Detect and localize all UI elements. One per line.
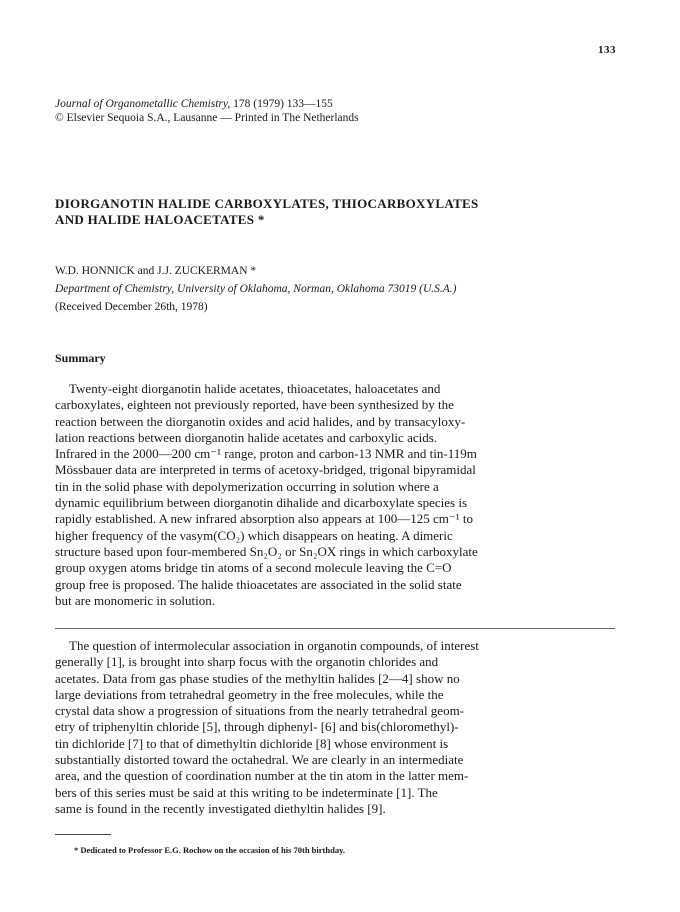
abstract-line: carboxylates, eighteen not previously reported, have been synthesized by the [55, 397, 454, 413]
abstract-line: structure based upon four-membered Sn₂O₂ or Sn₂OX rings in which carboxylate [55, 543, 478, 559]
body-line: area, and the question of coordination number at the tin atom in the latter mem- [55, 768, 469, 784]
journal-header [55, 97, 359, 125]
journal-citation-line [55, 97, 359, 111]
abstract-line: group free is proposed. The halide thioacetates are associated in the solid state [55, 576, 462, 592]
abstract-line: tin in the solid phase with depolymerization occurring in solution where a [55, 478, 439, 494]
footnote: * Dedicated to Professor E.G. Rochow on the occasion of his 70th birthday. [74, 845, 345, 855]
summary-heading: Summary [55, 351, 106, 365]
abstract-line: Infrared in the 2000—200 cm⁻¹ range, proton and carbon-13 NMR and tin-119m [55, 446, 477, 462]
body-line: tin dichloride [7] to that of dimethyltin dichloride [8] whose environment is [55, 735, 449, 751]
abstract-line: Mössbauer data are interpreted in terms of acetoxy-bridged, trigonal bipyramidal [55, 462, 476, 478]
footnote-divider [55, 834, 111, 835]
abstract-line: but are monomeric in solution. [55, 592, 215, 608]
body-line: large deviations from tetrahedral geometry in the free molecules, while the [55, 686, 444, 702]
copyright-line: © Elsevier Sequoia S.A., Lausanne — Printed in The Netherlands [55, 112, 359, 124]
body-line: generally [1], is brought into sharp focus with the organotin chlorides and [55, 654, 439, 670]
author-names: W.D. HONNICK and J.J. ZUCKERMAN * [55, 265, 257, 277]
journal-citation: 178 (1979) 133—155 [233, 98, 333, 110]
abstract-line: dynamic equilibrium between diorganotin dihalide and dicarboxylate species is [55, 495, 468, 511]
body-line: substantially distorted toward the octahedral. We are clearly in an intermediate [55, 752, 464, 768]
title-line-1: DIORGANOTIN HALIDE CARBOXYLATES, THIOCARBOXYLATES [55, 196, 479, 211]
abstract-line: Twenty-eight diorganotin halide acetates, thioacetates, haloacetates and [69, 381, 441, 396]
section-divider [55, 628, 615, 629]
affiliation: Department of Chemistry, University of Oklahoma, Norman, Oklahoma 73019 (U.S.A.) [55, 283, 457, 295]
body-line: etry of triphenyltin chloride [5], through diphenyl- [6] and bis(chloromethyl)- [55, 719, 459, 735]
abstract [55, 381, 615, 609]
abstract-line: rapidly established. A new infrared absorption also appears at 100—125 cm⁻¹ to [55, 511, 473, 527]
author-block [55, 262, 457, 316]
article-title [55, 196, 479, 228]
abstract-line: higher frequency of the νasym(CO₂) which disappears on heating. A dimeric [55, 527, 453, 543]
body-line: The question of intermolecular association in organotin compounds, of interest [69, 638, 479, 653]
abstract-line: group oxygen atoms bridge tin atoms of a second molecule leaving the C=O [55, 560, 452, 576]
received-date: (Received December 26th, 1978) [55, 301, 208, 313]
page-number: 133 [598, 44, 616, 56]
body-line: bers of this series must be said at this writing to be indeterminate [1]. The [55, 784, 438, 800]
body-line: crystal data show a progression of situations from the nearly tetrahedral geom- [55, 703, 465, 719]
abstract-line: lation reactions between diorganotin halide acetates and carboxylic acids. [55, 429, 438, 445]
body-line: acetates. Data from gas phase studies of the methyltin halides [2—4] show no [55, 670, 460, 686]
journal-name: Journal of Organometallic Chemistry, [55, 98, 231, 110]
body-line: same is found in the recently investigated diethyltin halides [9]. [55, 800, 386, 816]
introduction-paragraph [55, 638, 617, 817]
title-line-2: AND HALIDE HALOACETATES * [55, 212, 265, 227]
abstract-line: reaction between the diorganotin oxides and acid halides, and by transacyloxy- [55, 413, 466, 429]
